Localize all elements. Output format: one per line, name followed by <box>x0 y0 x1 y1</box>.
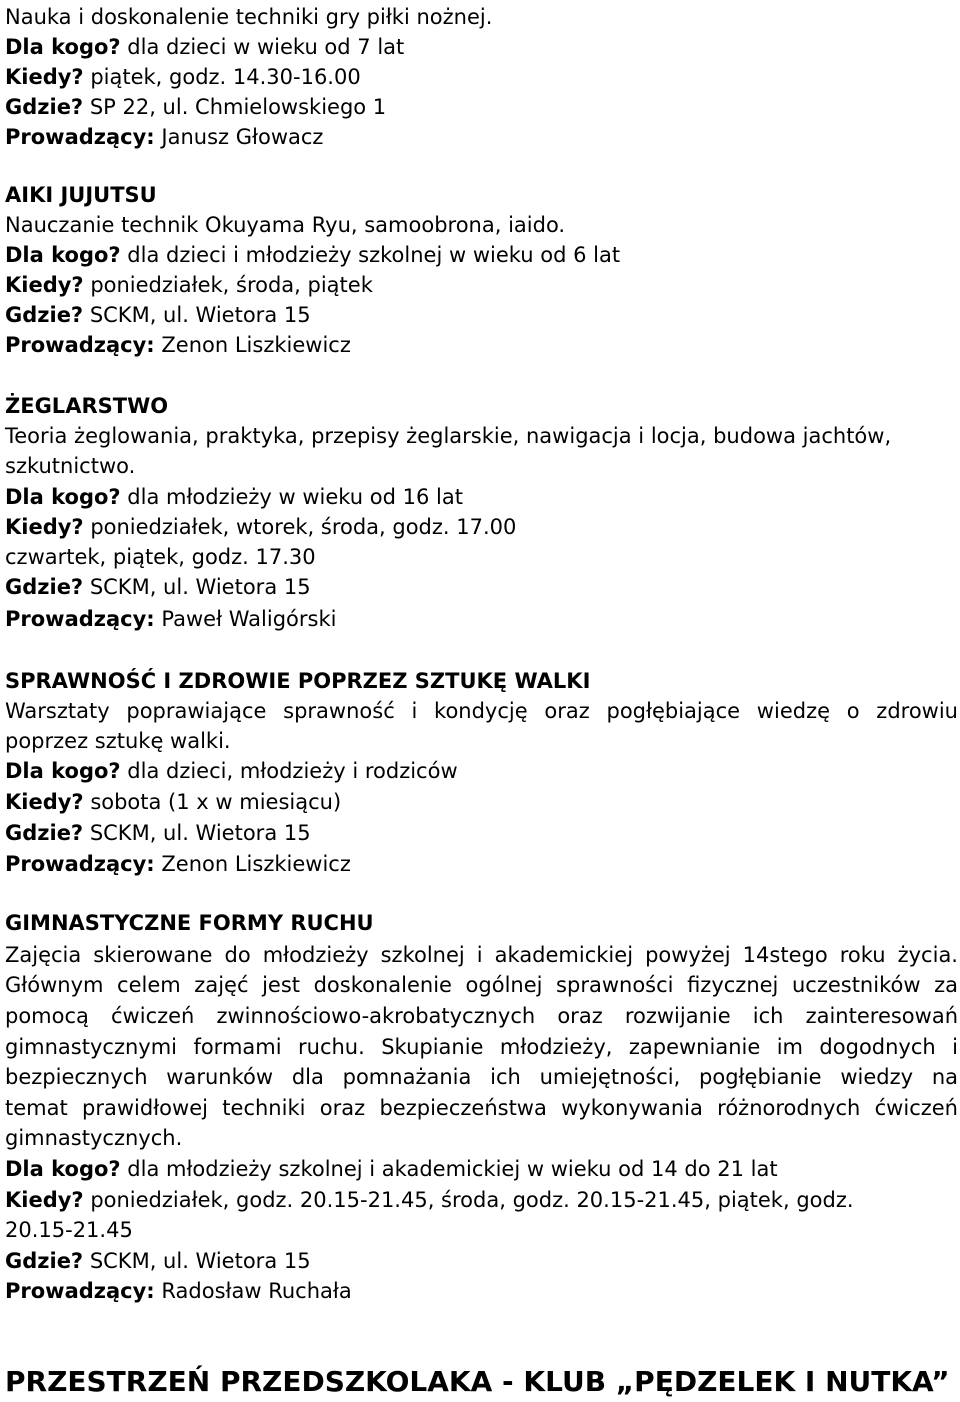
gym-p4-text: gimnastycznymi formami ruchu. Skupianie młodzieży, zapewnianie im dogodnych i <box>5 1035 958 1059</box>
where-label: Gdzie? <box>5 821 84 845</box>
when-label: Kiedy? <box>5 515 84 539</box>
who-value: dla dzieci i młodzieży szkolnej w wieku od 6 lat <box>127 243 621 267</box>
gym-p3-text: pomocą ćwiczeń zwinnościowo-akrobatycznych oraz rozwijanie ich zainteresowań <box>5 1004 958 1028</box>
aiki-when <box>5 270 373 300</box>
where-label: Gdzie? <box>5 95 84 119</box>
leader-label: Prowadzący: <box>5 607 155 631</box>
sailing-where <box>5 572 311 602</box>
leader-value: Janusz Głowacz <box>161 125 324 149</box>
football-who <box>5 32 404 62</box>
gym-paragraph-line-1 <box>5 940 958 970</box>
leader-value: Paweł Waligórski <box>161 607 337 631</box>
gym-when-1 <box>5 1185 854 1215</box>
when-label: Kiedy? <box>5 790 84 814</box>
martial-when <box>5 787 341 817</box>
sailing-when-1 <box>5 512 516 542</box>
club-title: PRZESTRZEŃ PRZEDSZKOLAKA - KLUB „PĘDZELEK I NUTKA” <box>5 1365 950 1398</box>
when-label: Kiedy? <box>5 65 84 89</box>
sailing-who <box>5 482 463 512</box>
who-label: Dla kogo? <box>5 243 121 267</box>
martial-where <box>5 818 311 848</box>
who-label: Dla kogo? <box>5 485 121 509</box>
when-value: poniedziałek, godz. 20.15-21.45, środa, godz. 20.15-21.45, piątek, godz. <box>90 1188 854 1212</box>
gym-title: GIMNASTYCZNE FORMY RUCHU <box>5 911 374 935</box>
leader-label: Prowadzący: <box>5 333 155 357</box>
leader-label: Prowadzący: <box>5 125 155 149</box>
who-value: dla młodzieży szkolnej i akademickiej w wieku od 14 do 21 lat <box>127 1157 778 1181</box>
sailing-desc-2: szkutnictwo. <box>5 454 136 478</box>
when-value: sobota (1 x w miesiącu) <box>90 790 342 814</box>
gym-p2-text: Głównym celem zajęć jest doskonalenie ogólnej sprawności fizycznej uczestników za <box>5 973 958 997</box>
gym-when-2: 20.15-21.45 <box>5 1218 133 1242</box>
gym-who <box>5 1154 778 1184</box>
aiki-where <box>5 300 311 330</box>
martial-who <box>5 756 458 786</box>
where-value: SCKM, ul. Wietora 15 <box>89 821 311 845</box>
leader-value: Zenon Liszkiewicz <box>161 333 351 357</box>
martial-desc-2: poprzez sztukę walki. <box>5 729 231 753</box>
who-value: dla dzieci w wieku od 7 lat <box>127 35 405 59</box>
where-value: SP 22, ul. Chmielowskiego 1 <box>89 95 387 119</box>
sailing-leader <box>5 604 336 634</box>
gym-p6-text: temat prawidłowej techniki oraz bezpieczeństwa wykonywania różnorodnych ćwiczeń <box>5 1096 958 1120</box>
when-label: Kiedy? <box>5 1188 84 1212</box>
aiki-desc: Nauczanie technik Okuyama Ryu, samoobrona, iaido. <box>5 213 566 237</box>
where-value: SCKM, ul. Wietora 15 <box>89 303 311 327</box>
aiki-who <box>5 240 620 270</box>
when-value: poniedziałek, środa, piątek <box>90 273 373 297</box>
where-label: Gdzie? <box>5 303 84 327</box>
who-value: dla dzieci, młodzieży i rodziców <box>127 759 458 783</box>
aiki-leader <box>5 330 351 360</box>
who-label: Dla kogo? <box>5 35 121 59</box>
football-when <box>5 62 361 92</box>
gym-paragraph-line-4 <box>5 1032 958 1062</box>
sailing-when-2: czwartek, piątek, godz. 17.30 <box>5 545 316 569</box>
gym-leader <box>5 1276 352 1306</box>
where-value: SCKM, ul. Wietora 15 <box>89 575 311 599</box>
martial-title: SPRAWNOŚĆ I ZDROWIE POPRZEZ SZTUKĘ WALKI <box>5 669 591 693</box>
sailing-title: ŻEGLARSTWO <box>5 394 169 418</box>
where-label: Gdzie? <box>5 1249 84 1273</box>
martial-desc-1 <box>5 696 958 726</box>
where-value: SCKM, ul. Wietora 15 <box>89 1249 311 1273</box>
sailing-desc-1: Teoria żeglowania, praktyka, przepisy żeglarskie, nawigacja i locja, budowa jachtów, <box>5 424 892 448</box>
martial-desc-1-text: Warsztaty poprawiające sprawność i kondycję oraz pogłębiające wiedzę o zdrowiu <box>5 699 958 723</box>
football-leader <box>5 122 323 152</box>
gym-paragraph-line-5 <box>5 1062 958 1092</box>
when-label: Kiedy? <box>5 273 84 297</box>
intro-text: Nauka i doskonalenie techniki gry piłki nożnej. <box>5 5 493 29</box>
who-label: Dla kogo? <box>5 1157 121 1181</box>
gym-where <box>5 1246 311 1276</box>
gym-paragraph-line-7: gimnastycznych. <box>5 1126 183 1150</box>
martial-leader <box>5 849 351 879</box>
when-value: poniedziałek, wtorek, środa, godz. 17.00 <box>90 515 517 539</box>
gym-paragraph-line-2 <box>5 970 958 1000</box>
gym-paragraph-line-3 <box>5 1001 958 1031</box>
aiki-title: AIKI JUJUTSU <box>5 183 157 207</box>
leader-label: Prowadzący: <box>5 1279 155 1303</box>
who-label: Dla kogo? <box>5 759 121 783</box>
football-where <box>5 92 386 122</box>
where-label: Gdzie? <box>5 575 84 599</box>
gym-paragraph-line-6 <box>5 1093 958 1123</box>
gym-p5-text: bezpiecznych warunków dla pomnażania ich umiejętności, pogłębianie wiedzy na <box>5 1065 958 1089</box>
leader-label: Prowadzący: <box>5 852 155 876</box>
gym-p1-text: Zajęcia skierowane do młodzieży szkolnej i akademickiej powyżej 14stego roku życia. <box>5 943 958 967</box>
when-value: piątek, godz. 14.30-16.00 <box>90 65 361 89</box>
leader-value: Zenon Liszkiewicz <box>161 852 351 876</box>
leader-value: Radosław Ruchała <box>161 1279 352 1303</box>
who-value: dla młodzieży w wieku od 16 lat <box>127 485 463 509</box>
